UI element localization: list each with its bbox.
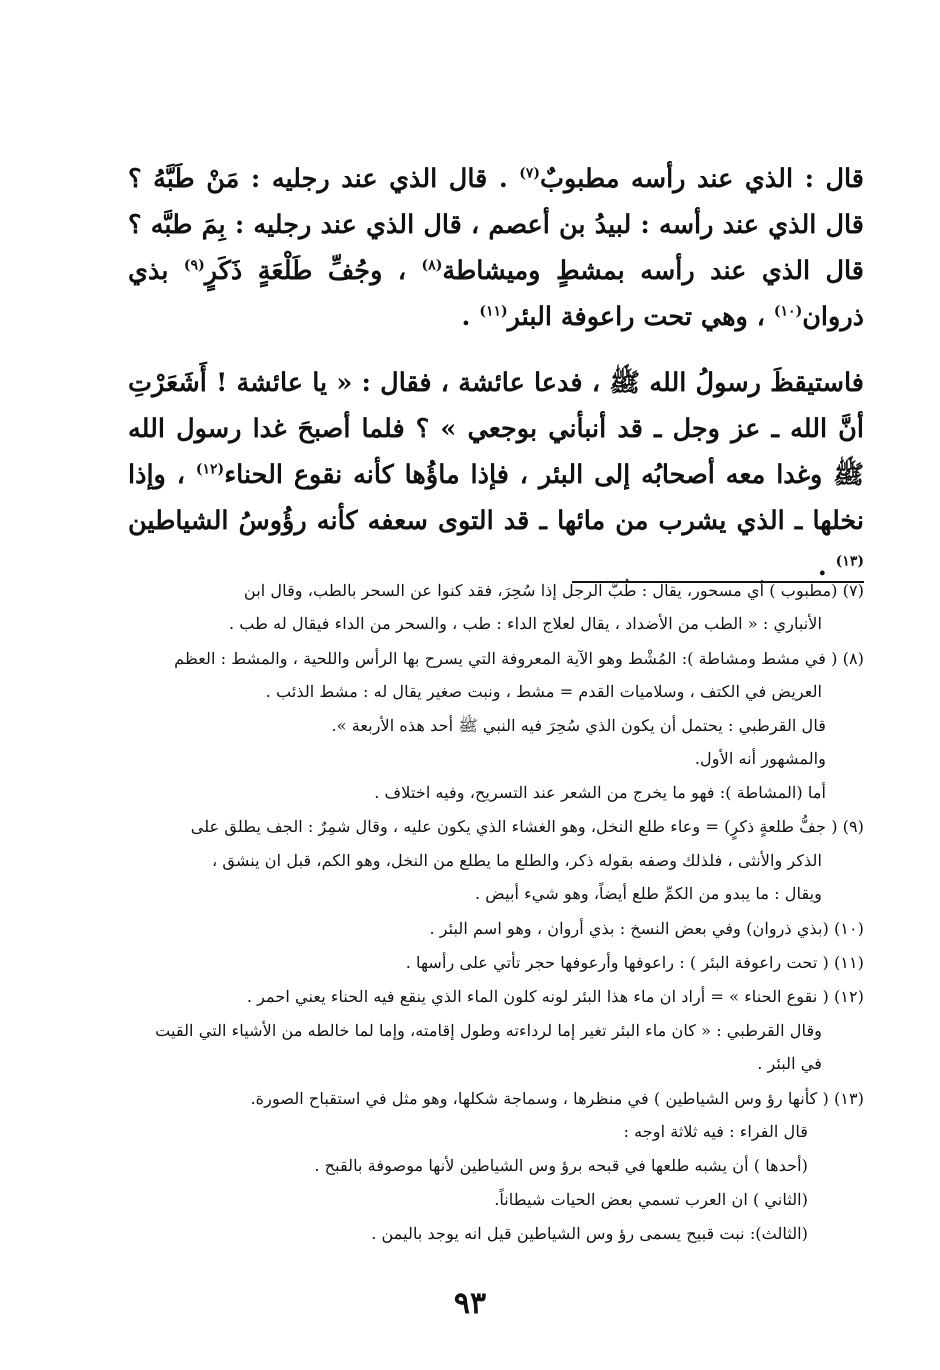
footnote-13-line-5: (الثالث): نبت قبيح يسمى رؤ وس الشياطين قيل انه يوجد باليمن . [371,1224,808,1243]
footnote-13-line-1: (١٣) ( كأنها رؤ وس الشياطين ) في منظرها ، وسماجة شكلها، وهو مثل في استقباح الصورة. [250,1089,864,1108]
footnote-9-line-1: (٩) ( جفُّ طلعةٍ ذكرٍ) = وعاء طلع النخل، وهو الغشاء الذي يكون عليه ، وقال شمِرٌ : الجف يطلق على [190,817,864,836]
paragraph-text: . قال الذي عند رجليه : مَنْ طَبَّهُ ؟ قال الذي عند رأسه : لبيدُ بن أعصم ، قال الذي عند رجليه : بِمَ طبَّه ؟ قال الذي عند رأسه بمشطٍ وميشاطة [128,164,864,286]
paragraph-text: قال : الذي عند رأسه مطبوبٌ [540,164,864,194]
paragraph-text: فاستيقظَ رسولُ الله ﷺ ، فدعا عائشة ، فقال : « يا عائشة ! أَشَعَرْتِ أنَّ الله ـ عز وجل ـ قد أنبأني بوجعي » ؟ فلما أصبحَ غدا رسول الله ﷺ وغدا معه أصحابُه إلى البئر ، فإذا ماؤُها كأنه نقوع الحناء [128,368,865,490]
footnote-ref: (٩) [183,257,205,274]
footnote-7-line-2: الأنباري : « الطب من الأضداد ، يقال لعلاج الداء : طب ، والسحر من الداء فيقال له طب . [228,614,822,633]
footnote-ref: (١١) [479,303,508,320]
main-paragraph-2 [128,360,864,590]
footnote-13-line-4: (الثاني ) ان العرب تسمي بعض الحيات شيطاناً. [494,1190,808,1209]
footnote-8-line-5: أما (المشاطة ): فهو ما يخرج من الشعر عند التسريح، وفيه اختلاف . [374,783,826,802]
footnote-12-line-3: في البئر . [757,1054,822,1073]
paragraph-text: ، وإذا نخلها ـ الذي يشرب من مائها ـ قد التوى سعفه كأنه رؤُوسُ الشياطين [128,460,864,536]
footnote-8-line-3: قال القرطبي : يحتمل أن يكون الذي سُحِرَ فيه النبي ﷺ أحد هذه الأربعة ». [331,716,826,735]
footnote-8-line-4: والمشهور أنه الأول. [694,749,826,768]
footnote-ref: (١٠) [773,303,803,320]
footnote-10: (١٠) (بذي ذروان) وفي بعض النسخ : بذي أروان ، وهو اسم البئر . [429,919,864,938]
paragraph-text: . [461,302,480,332]
footnote-ref: (١٣) [835,553,864,570]
footnote-13-line-2: قال الفراء : فيه ثلاثة اوجه : [623,1122,808,1141]
footnote-ref: (٧) [519,165,541,182]
footnote-8-line-1: (٨) ( في مشط ومشاطة ): المُشْط وهو الآية المعروفة التي يسرح بها الرأس واللحية ، والمشط : العظم [174,649,864,668]
paragraph-text: . [817,552,836,582]
footnote-13-line-3: (أحدها ) أن يشبه طلعها في قبحه برؤ وس الشياطين لأنها موصوفة بالقبح . [314,1156,808,1175]
paragraph-text: ، وهي تحت راعوفة البئر [507,302,774,332]
page-number: ٩٣ [453,1286,487,1321]
footnote-9-line-2: الذكر والأنثى ، فلذلك وصفه بقوله ذكر، والطلع ما يطلع من النخل، وهو الكم، قبل ان ينشق ، [211,851,822,870]
footnote-9-line-3: ويقال : ما يبدو من الكمِّ طلع أيضاً، وهو شيء أبيض . [474,884,822,903]
paragraph-text: بذي ذروان [128,256,864,332]
footnote-ref: (٨) [421,257,443,274]
footnote-12-line-1: (١٢) ( نقوع الحناء » = أراد ان ماء هذا البئر لونه كلون الماء الذي ينقع فيه الحناء يعني احمر . [246,987,864,1006]
footnote-8-line-2: العريض في الكتف ، وسلاميات القدم = مشط ، ونبت صغير يقال له : مشط الذئب . [265,682,822,701]
main-paragraph-1 [128,156,864,340]
footnote-12-line-2: وقال القرطبي : « كان ماء البئر تغير إما لرداءته وطول إقامته، وإما لما خالطه من الأشياء التي القيت [155,1021,822,1040]
paragraph-text: ، وجُفِّ طَلْعَةٍ ذَكَرٍ [204,256,422,286]
footnote-7-line-1: (٧) (مطبوب ) أي مسحور، يقال : طُبَّ الرجل إذا سُحِرَ، فقد كنوا عن السحر بالطب، وقال ابن [243,581,864,600]
footnote-11: (١١) ( تحت راعوفة البئر ) : راعوفها وأرعوفها حجر تأتي على رأسها . [405,953,864,972]
footnote-ref: (١٢) [195,461,225,478]
